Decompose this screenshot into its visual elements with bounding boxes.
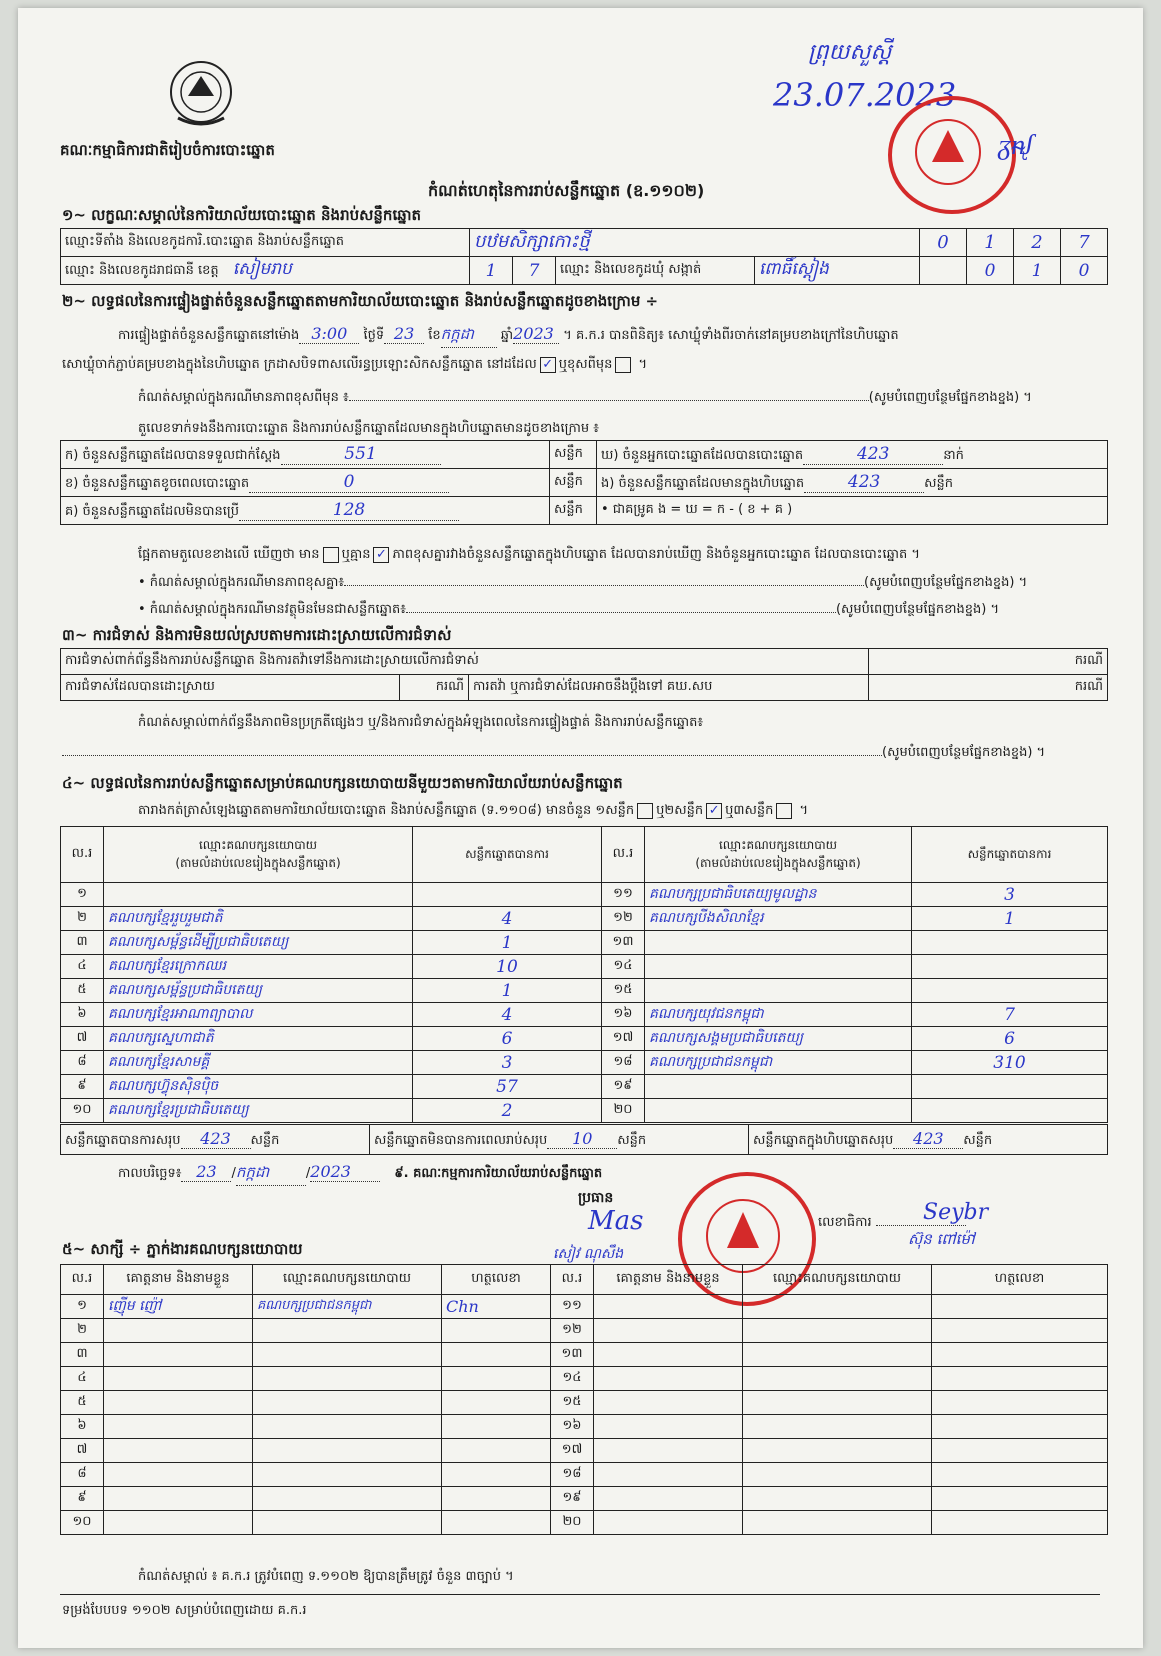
party-votes — [912, 1075, 1108, 1099]
party-votes: 310 — [912, 1051, 1108, 1075]
discrepancy-no-checkbox[interactable]: ✓ — [373, 547, 389, 563]
received-ballots-value: 551 — [281, 444, 441, 465]
witness-party — [743, 1487, 932, 1511]
party-votes: 4 — [413, 1003, 602, 1027]
party-votes: 1 — [413, 931, 602, 955]
party-name: គណបក្សខ្មែរសាមគ្គី — [104, 1051, 413, 1075]
witness-signature — [932, 1391, 1108, 1415]
day-value: 23 — [384, 324, 424, 344]
witness-name — [104, 1463, 253, 1487]
complaints-table: ការជំទាស់ពាក់ព័ន្ធនឹងការរាប់សន្លឹកឆ្នោត និងការតវ៉ាទៅនឹងការដោះស្រាយលើការជំទាស់ ករណី ការជំទាស់ដែលបានដោះស្រាយ ករណី ការតវ៉ា ឬការជំទាស់ដែលអាចនឹងប្ដឹងទៅ គឃ.សប ករណី — [60, 648, 1108, 701]
witness-party — [253, 1343, 442, 1367]
section3-title: ៣~ ការជំទាស់ និងការមិនយល់ស្របតាមការដោះស្រាយលើការជំទាស់ — [62, 626, 452, 644]
witness-signature — [442, 1319, 551, 1343]
province-code-digit: 1 — [470, 257, 513, 285]
ballot-figures-table: ក) ចំនួនសន្លឹកឆ្នោតដែលបានទទួលជាក់ស្តែង 551 សន្លឹក ឃ) ចំនួនអ្នកបោះឆ្នោតដែលបានបោះឆ្នោត 423 នាក់ ខ) ចំនួនសន្លឹកឆ្នោតខូចពេលបោះឆ្នោត 0 សន្លឹក ង) ចំនួនសន្លឹកឆ្នោតដែលមានក្នុងហិបឆ្នោត 423 សន្លឹក គ) ចំនួនសន្លឹកឆ្នោតដែលមិនបានប្រើ 128 សន្លឹក • ជាគម្រូគ ង = ឃ = ក - ( ខ + គ ) — [60, 440, 1108, 525]
handwritten-date: 23.07.2023 — [773, 76, 957, 114]
witness-name — [104, 1391, 253, 1415]
committee-name: គណៈកម្មាធិការជាតិរៀបចំការបោះឆ្នោត — [60, 141, 275, 159]
party-name — [645, 1075, 912, 1099]
witness-name — [104, 1319, 253, 1343]
year-value: 2023 — [513, 324, 559, 344]
section2-line3: កំណត់សម្គាល់ក្នុងករណីមានភាពខុសពីមុន ៖ (សូមបំពេញបន្ថែមផ្នែកខាងខ្នង) ។ — [138, 390, 1032, 405]
nec-emblem-icon — [158, 56, 244, 132]
party-name: គណបក្សយុវជនកម្ពុជា — [645, 1003, 912, 1027]
row-number: ១៦ — [602, 1003, 645, 1027]
witness-signature — [932, 1439, 1108, 1463]
row-number: ៩ — [61, 1075, 104, 1099]
party-name: គណបក្សសម្ព័ន្ធប្រជាធិបតេយ្យ — [104, 979, 413, 1003]
witness-name — [594, 1391, 743, 1415]
party-votes: 6 — [912, 1027, 1108, 1051]
footer-text: ទម្រង់បែបបទ ១១០២ សម្រាប់បំពេញដោយ គ.ក.រ — [62, 1603, 307, 1618]
witness-party — [253, 1391, 442, 1415]
total-valid-value: 423 — [181, 1129, 251, 1149]
witness-name — [594, 1439, 743, 1463]
row1-label: ឈ្មោះទីតាំង និងលេខកូដការិ.បោះឆ្នោត និងរាប់សន្លឹកឆ្នោត — [61, 229, 470, 257]
date-line: កាលបរិច្ឆេទ៖ 23 /កក្កដា /2023 ៩. គណៈកម្មការការិយាល័យរាប់សន្លឹកឆ្នោត — [118, 1162, 602, 1186]
witness-signature — [932, 1367, 1108, 1391]
witness-name — [594, 1511, 743, 1535]
commune-code-digit: 0 — [1061, 257, 1108, 285]
appeals-label: ការតវ៉ា ឬការជំទាស់ដែលអាចនឹងប្ដឹងទៅ គឃ.សប — [469, 675, 869, 701]
witness-signature — [442, 1343, 551, 1367]
row-number: ៩ — [61, 1487, 104, 1511]
witness-signature — [442, 1415, 551, 1439]
section1-title: ១~ លក្ខណៈសម្គាល់នៃការិយាល័យបោះឆ្នោត និងរាប់សន្លឹកឆ្នោត — [62, 206, 422, 224]
sign-year: 2023 — [310, 1162, 380, 1182]
total-in-box-value: 423 — [893, 1129, 963, 1149]
witness-table: ល.រ គោត្តនាម និងនាមខ្លួន ឈ្មោះគណបក្សនយោបាយ ហត្ថលេខា ល.រ គោត្តនាម និងនាមខ្លួន ឈ្មោះគណបក្សនយោបាយ ហត្ថលេខា ១ ញ៉ើម ញ៉ៅ គណបក្សប្រជាជនកម្ពុជា Chn ១១ ២ ១២ ៣ ១៣ ៤ ១៤ ៥ ១៥ ៦ ១៦ ៧ ១៧ ៨ ១៨ ៩ ១៩ ១០ ២០ — [60, 1264, 1108, 1535]
section4-title: ៤~ លទ្ធផលនៃការរាប់សន្លឹកឆ្នោតសម្រាប់គណបក្សនយោបាយនីមួយៗតាមការិយាល័យរាប់សន្លឹកឆ្នោត — [62, 774, 623, 792]
witness-signature — [932, 1319, 1108, 1343]
witness-row — [61, 1367, 1108, 1391]
row-number: ៧ — [61, 1027, 104, 1051]
section5-note: កំណត់សម្គាល់ ៖ គ.ក.រ ត្រូវបំពេញ ទ.១១០២ ឱ្យបានត្រឹមត្រូវ ចំនួន ៣ច្បាប់ ។ — [138, 1569, 514, 1584]
section3-note: កំណត់សម្គាល់ពាក់ព័ន្ធនឹងភាពមិនប្រក្រតីផ្សេងៗ ឬ/និងការជំទាស់ក្នុងអំឡុងពេលនៃការផ្ទៀងផ្ទាត់ និងការរាប់សន្លឹកឆ្នោត៖ — [138, 715, 704, 730]
three-sheet-checkbox[interactable] — [776, 803, 792, 819]
results-table: ល.រ ឈ្មោះគណបក្សនយោបាយ (តាមលំដាប់លេខរៀងក្នុងសន្លឹកឆ្នោត) សន្លឹកឆ្នោតបានការ ល.រ ឈ្មោះគណបក្សនយោបាយ (តាមលំដាប់លេខរៀងក្នុងសន្លឹកឆ្នោត) សន្លឹកឆ្នោតបានការ ១ ១១ គណបក្សប្រជាធិបតេយ្យមូលដ្ឋាន 3 ២ គណបក្សខ្មែររួបរួមជាតិ 4 ១២ គណបក្សបីងសិលាខ្មែរ 1 ៣ គណបក្សសម្ព័ន្ធដើម្បីប្រជាធិបតេយ្យ 1 ១៣ ៤ គណបក្សខ្មែរក្រោកឈរ 10 ១៤ ៥ គណបក្សសម្ព័ន្ធប្រជាធិបតេយ្យ 1 ១៥ ៦ គណបក្សខ្មែរអាណាព្យាបាល 4 ១៦ គណបក្សយុវជនកម្ពុជា 7 ៧ គណបក្សស្នេហាជាតិ 6 ១៧ គណបក្សសង្គមប្រជាធិបតេយ្យ 6 ៨ គណបក្សខ្មែរសាមគ្គី 3 ១៨ គណបក្សប្រជាជនកម្ពុជា 310 ៩ គណបក្សហ៊្វុនស៊ិនប៉ិច 57 ១៩ ១០ គណបក្សខ្មែរប្រជាធិបតេយ្យ 2 ២០ — [60, 826, 1108, 1123]
chair-label: ប្រធាន — [578, 1190, 614, 1206]
row-number: ១៩ — [602, 1075, 645, 1099]
chair-signature: Mas — [588, 1206, 644, 1236]
formula: • ជាគម្រូគ ង = ឃ = ក - ( ខ + គ ) — [597, 497, 1108, 525]
commune-code-digit: 1 — [1014, 257, 1061, 285]
party-name: គណបក្សខ្មែរអាណាព្យាបាល — [104, 1003, 413, 1027]
month-value: កក្កដា — [441, 325, 497, 348]
row-number: ១ — [61, 1295, 104, 1319]
party-name: គណបក្សសម្ព័ន្ធដើម្បីប្រជាធិបតេយ្យ — [104, 931, 413, 955]
form-title: កំណត់ហេតុនៃការរាប់សន្លឹកឆ្នោត (ឧ.១១០២) — [428, 181, 705, 200]
witness-row — [61, 1343, 1108, 1367]
row-number: ១១ — [602, 883, 645, 907]
row-number: ១១ — [551, 1295, 594, 1319]
witness-row — [61, 1439, 1108, 1463]
row-number: ៤ — [61, 955, 104, 979]
witness-row — [61, 1463, 1108, 1487]
spoiled-ballots-value: 0 — [249, 472, 449, 493]
official-stamp-top — [888, 96, 1016, 214]
witness-signature — [442, 1367, 551, 1391]
section1-table — [60, 228, 1108, 285]
row-number: ១ — [61, 883, 104, 907]
witness-signature — [442, 1511, 551, 1535]
row-number: ២០ — [602, 1099, 645, 1123]
witness-name — [594, 1463, 743, 1487]
party-name: គណបក្សស្នេហាជាតិ — [104, 1027, 413, 1051]
row-number: ៦ — [61, 1003, 104, 1027]
row-number: ១៨ — [551, 1463, 594, 1487]
party-name: គណបក្សប្រជាធិបតេយ្យមូលដ្ឋាន — [645, 883, 912, 907]
row-number: ២០ — [551, 1511, 594, 1535]
footer-rule — [60, 1594, 1100, 1595]
row-number: ៨ — [61, 1051, 104, 1075]
section2-note2: • កំណត់សម្គាល់ក្នុងករណីមានវត្ថុមិនមែនជាសន្លឹកឆ្នោត៖ (សូមបំពេញបន្ថែមផ្នែកខាងខ្នង) ។ — [138, 602, 1000, 617]
party-votes: 3 — [413, 1051, 602, 1075]
party-name: គណបក្សខ្មែរប្រជាធិបតេយ្យ — [104, 1099, 413, 1123]
witness-signature — [442, 1391, 551, 1415]
witness-row — [61, 1295, 1108, 1319]
party-votes — [912, 1099, 1108, 1123]
witness-signature — [442, 1463, 551, 1487]
unused-ballots-value: 128 — [239, 500, 459, 521]
result-row — [61, 1003, 1108, 1027]
witness-signature — [932, 1295, 1108, 1319]
party-votes: 4 — [413, 907, 602, 931]
row-number: ៥ — [61, 1391, 104, 1415]
code-digit: 0 — [920, 229, 967, 257]
witness-party — [253, 1511, 442, 1535]
row-number: ១០ — [61, 1099, 104, 1123]
resolved-complaints-label: ការជំទាស់ដែលបានដោះស្រាយ — [61, 675, 400, 701]
code-digit: 2 — [1014, 229, 1061, 257]
form-sheet — [18, 8, 1143, 1648]
witness-party — [743, 1295, 932, 1319]
row-number: ៣ — [61, 931, 104, 955]
row-number: ៧ — [61, 1439, 104, 1463]
party-votes — [912, 931, 1108, 955]
witness-name — [104, 1415, 253, 1439]
witness-name — [594, 1415, 743, 1439]
secretary-signature: Seybr — [923, 1200, 989, 1225]
row-number: ១៣ — [551, 1343, 594, 1367]
party-name — [645, 979, 912, 1003]
two-sheet-checkbox[interactable]: ✓ — [706, 803, 722, 819]
witness-party — [253, 1415, 442, 1439]
row-number: ២ — [61, 1319, 104, 1343]
witness-party — [253, 1439, 442, 1463]
party-votes — [413, 883, 602, 907]
commune-code-digit: 0 — [967, 257, 1014, 285]
section3-fill: (សូមបំពេញបន្ថែមផ្នែកខាងខ្នង) ។ — [62, 744, 1045, 763]
witness-party — [743, 1439, 932, 1463]
witness-party — [743, 1511, 932, 1535]
section2-line4: តួលេខទាក់ទងនឹងការបោះឆ្នោត និងការរាប់សន្លឹកឆ្នោតដែលមានក្នុងហិបឆ្នោតមានដូចខាងក្រោម ៖ — [138, 421, 599, 436]
party-name: គណបក្សប្រជាជនកម្ពុជា — [645, 1051, 912, 1075]
party-name: គណបក្សហ៊្វុនស៊ិនប៉ិច — [104, 1075, 413, 1099]
witness-party — [253, 1319, 442, 1343]
witness-signature — [932, 1463, 1108, 1487]
witness-name — [104, 1511, 253, 1535]
party-name — [645, 931, 912, 955]
witness-party — [743, 1319, 932, 1343]
party-votes: 6 — [413, 1027, 602, 1051]
witness-name — [594, 1367, 743, 1391]
row-number: ១៤ — [602, 955, 645, 979]
result-row — [61, 883, 1108, 907]
result-row — [61, 979, 1108, 1003]
row-number: ១៧ — [551, 1439, 594, 1463]
results-totals: សន្លឹកឆ្នោតបានការសរុប 423 សន្លឹក សន្លឹកឆ្នោតមិនបានការពេលរាប់សរុប 10 សន្លឹក សន្លឹកឆ្នោតក្នុងហិបឆ្នោតសរុប 423 សន្លឹក — [60, 1124, 1108, 1155]
witness-party — [743, 1391, 932, 1415]
section2-line1: ការផ្ទៀងផ្ទាត់ចំនួនសន្លឹកឆ្នោតនៅម៉ោង 3:00 ថ្ងៃទី 23 ខែកក្កដា ឆ្នាំ2023 ។ គ.ក.រ បានពិនិត្យ៖ សោឃ្លុំទាំងពីរចាក់នៅគម្របខាងក្រៅនៃហិបឆ្នោត — [118, 324, 899, 348]
unit: សន្លឹក — [550, 441, 597, 469]
witness-name: ញ៉ើម ញ៉ៅ — [104, 1295, 253, 1319]
party-name — [645, 955, 912, 979]
stamp-signature: ᵹᵰᶘ — [998, 128, 1034, 161]
row-number: ១៨ — [602, 1051, 645, 1075]
witness-name — [104, 1439, 253, 1463]
witness-row — [61, 1511, 1108, 1535]
party-votes: 1 — [413, 979, 602, 1003]
party-name — [104, 883, 413, 907]
witness-row — [61, 1319, 1108, 1343]
sign-day: 23 — [181, 1162, 231, 1182]
witness-signature — [932, 1511, 1108, 1535]
section2-line5: ផ្អែកតាមតួលេខខាងលើ ឃើញថា មាន ឬគ្មាន ✓ ភាពខុសគ្នារវាងចំនួនសន្លឹកឆ្នោតក្នុងហិបឆ្នោត ដែលបានរាប់ឃើញ និងចំនួនអ្នកបោះឆ្នោត ដែលបានបោះឆ្នោត ។ — [138, 546, 920, 562]
polling-station-name: បឋមសិក្សាកោះថ្មី — [470, 229, 920, 257]
witness-party — [743, 1415, 932, 1439]
province-code-digit: 7 — [513, 257, 556, 285]
witness-row — [61, 1487, 1108, 1511]
chair-name: សៀវ ណុសឹង — [553, 1246, 624, 1262]
party-name: គណបក្សសង្គមប្រជាធិបតេយ្យ — [645, 1027, 912, 1051]
witness-party — [253, 1487, 442, 1511]
witness-party — [253, 1367, 442, 1391]
sign-month: កក្កដា — [236, 1163, 306, 1186]
row-number: ១២ — [551, 1319, 594, 1343]
code-digit: 1 — [967, 229, 1014, 257]
ballots-in-box-value: 423 — [804, 472, 924, 493]
witness-name — [594, 1295, 743, 1319]
section2-title: ២~ លទ្ធផលនៃការផ្ទៀងផ្ទាត់ចំនួនសន្លឹកឆ្នោតតាមការិយាល័យបោះឆ្នោត និងរាប់សន្លឹកឆ្នោតដូចខាងក្រោម ÷ — [62, 292, 659, 310]
witness-signature: Chn — [442, 1295, 551, 1319]
party-votes — [912, 979, 1108, 1003]
witness-party — [743, 1463, 932, 1487]
complaints-row1: ការជំទាស់ពាក់ព័ន្ធនឹងការរាប់សន្លឹកឆ្នោត និងការតវ៉ាទៅនឹងការដោះស្រាយលើការជំទាស់ — [61, 649, 869, 675]
witness-row — [61, 1391, 1108, 1415]
witness-signature — [442, 1439, 551, 1463]
row-number: ១៦ — [551, 1415, 594, 1439]
row-number: ៥ — [61, 979, 104, 1003]
witness-signature — [932, 1487, 1108, 1511]
different-checkbox[interactable] — [615, 357, 631, 373]
witness-name — [104, 1367, 253, 1391]
section5-title: ៥~ សាក្សី ÷ ភ្នាក់ងារគណបក្សនយោបាយ — [62, 1240, 303, 1258]
witness-signature — [442, 1487, 551, 1511]
row-number: ១០ — [61, 1511, 104, 1535]
party-votes: 2 — [413, 1099, 602, 1123]
commune-name: ពោធិ៍ស្តៀង — [755, 257, 920, 285]
witness-party: គណបក្សប្រជាជនកម្ពុជា — [253, 1295, 442, 1319]
witness-row — [61, 1415, 1108, 1439]
witness-name — [594, 1319, 743, 1343]
witness-party — [253, 1463, 442, 1487]
one-sheet-checkbox[interactable] — [637, 803, 653, 819]
witness-name — [104, 1343, 253, 1367]
row-number: ៨ — [61, 1463, 104, 1487]
result-row — [61, 955, 1108, 979]
party-name — [645, 1099, 912, 1123]
party-votes: 57 — [413, 1075, 602, 1099]
secretary-label: លេខាធិការ — [818, 1214, 966, 1233]
witness-signature — [932, 1415, 1108, 1439]
row-number: ៦ — [61, 1415, 104, 1439]
province-name: សៀមរាប — [232, 259, 292, 279]
section2-line2: សោឃ្លុំចាក់ភ្ជាប់គម្របខាងក្នុងនៃហិបឆ្នោត ក្រដាសបិទពាសលើរន្ធប្រឡោះសិកសន្លឹកឆ្នោត នៅដដែល ✓ ឬខុសពីមុន ។ — [62, 356, 648, 372]
witness-signature — [932, 1343, 1108, 1367]
total-invalid-value: 10 — [547, 1129, 617, 1149]
row-number: ១៥ — [551, 1391, 594, 1415]
party-votes: 3 — [912, 883, 1108, 907]
party-votes: 10 — [413, 955, 602, 979]
row2-label: ឈ្មោះ និងលេខកូដរាជធានី ខេត្ត — [65, 263, 219, 278]
result-row — [61, 907, 1108, 931]
party-votes: 7 — [912, 1003, 1108, 1027]
commune-label: ឈ្មោះ និងលេខកូដឃុំ សង្កាត់ — [556, 257, 755, 285]
row-number: ១៧ — [602, 1027, 645, 1051]
section2-note1: • កំណត់សម្គាល់ក្នុងករណីមានភាពខុសគ្នា៖ (សូមបំពេញបន្ថែមផ្នែកខាងខ្នង) ។ — [138, 575, 1028, 590]
result-row — [61, 1099, 1108, 1123]
time-value: 3:00 — [299, 324, 359, 344]
row-number: ៤ — [61, 1367, 104, 1391]
row-number: ១៤ — [551, 1367, 594, 1391]
row-number: ១៣ — [602, 931, 645, 955]
handwritten-place: ព្រុយសួស្ដី — [808, 40, 892, 65]
result-row — [61, 1075, 1108, 1099]
party-name: គណបក្សបីងសិលាខ្មែរ — [645, 907, 912, 931]
result-row — [61, 1051, 1108, 1075]
discrepancy-yes-checkbox[interactable] — [323, 547, 339, 563]
party-name: គណបក្សខ្មែររួបរួមជាតិ — [104, 907, 413, 931]
witness-name — [594, 1487, 743, 1511]
row-number: ១៩ — [551, 1487, 594, 1511]
row-number: ២ — [61, 907, 104, 931]
result-row — [61, 931, 1108, 955]
secretary-name: ស៊ុន ពៅម៉ៅ — [908, 1230, 975, 1248]
same-checkbox[interactable]: ✓ — [540, 357, 556, 373]
witness-party — [743, 1343, 932, 1367]
party-name: គណបក្សខ្មែរក្រោកឈរ — [104, 955, 413, 979]
witness-party — [743, 1367, 932, 1391]
row-number: ១២ — [602, 907, 645, 931]
result-row — [61, 1027, 1108, 1051]
witness-name — [104, 1487, 253, 1511]
voters-voted-value: 423 — [803, 444, 943, 465]
row-number: ៣ — [61, 1343, 104, 1367]
code-digit: 7 — [1061, 229, 1108, 257]
row-number: ១៥ — [602, 979, 645, 1003]
party-votes — [912, 955, 1108, 979]
witness-name — [594, 1343, 743, 1367]
section4-intro: តារាងកត់ត្រាសំឡេងឆ្នោតតាមការិយាល័យបោះឆ្នោត និងរាប់សន្លឹកឆ្នោត (ទ.១១០៨) មានចំនួន ១សន្លឹក ឬ២សន្លឹក ✓ ឬ៣សន្លឹក ។ — [138, 802, 809, 818]
party-votes: 1 — [912, 907, 1108, 931]
